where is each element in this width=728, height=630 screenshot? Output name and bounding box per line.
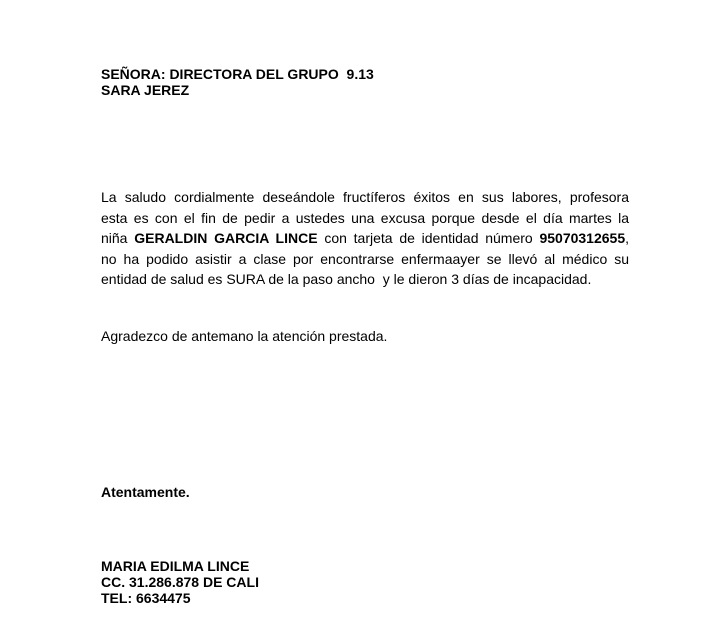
body-line: La saludo cordialmente deseándole fructíferos éxitos en sus labores, profesora — [101, 189, 629, 205]
signer-id: CC. 31.286.878 DE CALI — [101, 574, 259, 590]
recipient-title: SEÑORA: DIRECTORA DEL GRUPO 9.13 — [101, 66, 374, 82]
signer-phone: TEL: 6634475 — [101, 590, 191, 606]
id-number: 95070312655 — [539, 230, 626, 247]
text: niña — [101, 230, 128, 247]
text: con tarjeta de identidad número — [324, 230, 533, 247]
recipient-name: SARA JEREZ — [101, 82, 190, 98]
body-paragraph — [101, 187, 629, 290]
closing-text: Atentamente. — [101, 484, 190, 500]
signature-block — [101, 558, 629, 606]
comma: , — [625, 230, 630, 247]
recipient-block — [101, 66, 629, 98]
body-line: no ha podido asistir a clase por encontrarse enfermaayer se llevó al médico su — [101, 250, 629, 267]
thanks-text: Agradezco de antemano la atención prestada. — [101, 328, 388, 344]
body-line: esta es con el fin de pedir a ustedes una excusa porque desde el día martes la — [101, 209, 629, 226]
body-line: entidad de salud es SURA de la paso ancho y le dieron 3 días de incapacidad. — [101, 271, 592, 288]
student-id — [539, 230, 629, 246]
body-line — [101, 228, 629, 249]
signer-name: MARIA EDILMA LINCE — [101, 558, 250, 574]
student-name: GERALDIN GARCIA LINCE — [134, 230, 318, 247]
